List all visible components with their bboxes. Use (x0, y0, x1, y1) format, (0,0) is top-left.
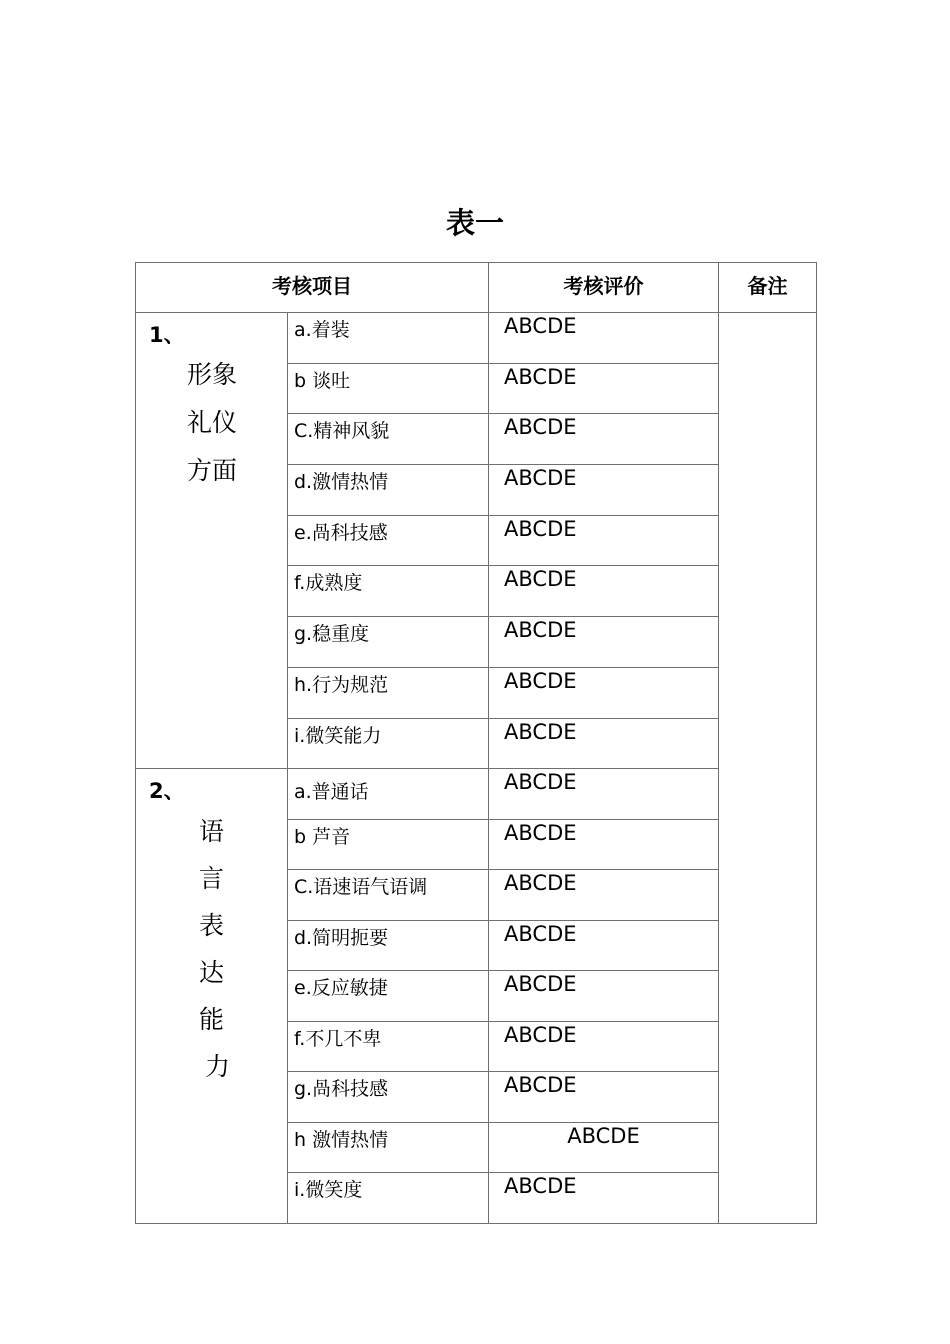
category-cell-1 (136, 313, 288, 769)
item-name: d.简明扼要 (288, 920, 489, 971)
item-name: e.咼科技感 (288, 515, 489, 566)
item-name: e.反应敏捷 (288, 971, 489, 1022)
item-rating: ABCDE (489, 566, 719, 617)
item-rating: ABCDE (489, 617, 719, 668)
item-name: f.成熟度 (288, 566, 489, 617)
category-number: 2、 (149, 779, 185, 804)
category-label: 语 言 表 达 能 力 (198, 817, 230, 1082)
item-rating: ABCDE (489, 971, 719, 1022)
category-cell-2 (136, 769, 288, 1224)
item-rating: ABCDE (489, 465, 719, 516)
table-row (136, 313, 817, 364)
item-name: h.行为规范 (288, 667, 489, 718)
header-rating: 考核评价 (489, 263, 719, 313)
item-name: a.着装 (288, 313, 489, 364)
item-name: g.稳重度 (288, 617, 489, 668)
item-rating: ABCDE (489, 1072, 719, 1123)
item-name: g.咼科技感 (288, 1072, 489, 1123)
item-rating: ABCDE (489, 1021, 719, 1072)
header-item: 考核项目 (136, 263, 489, 313)
item-rating: ABCDE (489, 1173, 719, 1224)
item-rating: ABCDE (489, 769, 719, 820)
item-rating: ABCDE (489, 718, 719, 769)
item-rating: ABCDE (489, 414, 719, 465)
item-rating: ABCDE (489, 667, 719, 718)
item-rating: ABCDE (489, 363, 719, 414)
item-name: i.微笑能力 (288, 718, 489, 769)
item-name: i.微笑度 (288, 1173, 489, 1224)
item-rating: ABCDE (489, 1122, 719, 1173)
item-name: C.精神风貌 (288, 414, 489, 465)
table-header-row (136, 263, 817, 313)
item-name: a.普通话 (288, 769, 489, 820)
item-rating: ABCDE (489, 515, 719, 566)
item-name: b 芦音 (288, 819, 489, 870)
item-rating: ABCDE (489, 870, 719, 921)
item-rating: ABCDE (489, 313, 719, 364)
item-name: C.语速语气语调 (288, 870, 489, 921)
item-name: d.激情热情 (288, 465, 489, 516)
page-title: 表一 (445, 206, 504, 240)
remarks-cell (719, 313, 817, 1224)
table-row (136, 769, 817, 820)
item-name: b 谈吐 (288, 363, 489, 414)
item-name: f.不几不卑 (288, 1021, 489, 1072)
item-rating: ABCDE (489, 920, 719, 971)
item-name: h 激情热情 (288, 1122, 489, 1173)
header-remarks: 备注 (719, 263, 817, 313)
evaluation-table (135, 262, 817, 1224)
category-label: 形象 礼仪 方面 (186, 360, 237, 485)
item-rating: ABCDE (489, 819, 719, 870)
category-number: 1、 (149, 323, 185, 347)
